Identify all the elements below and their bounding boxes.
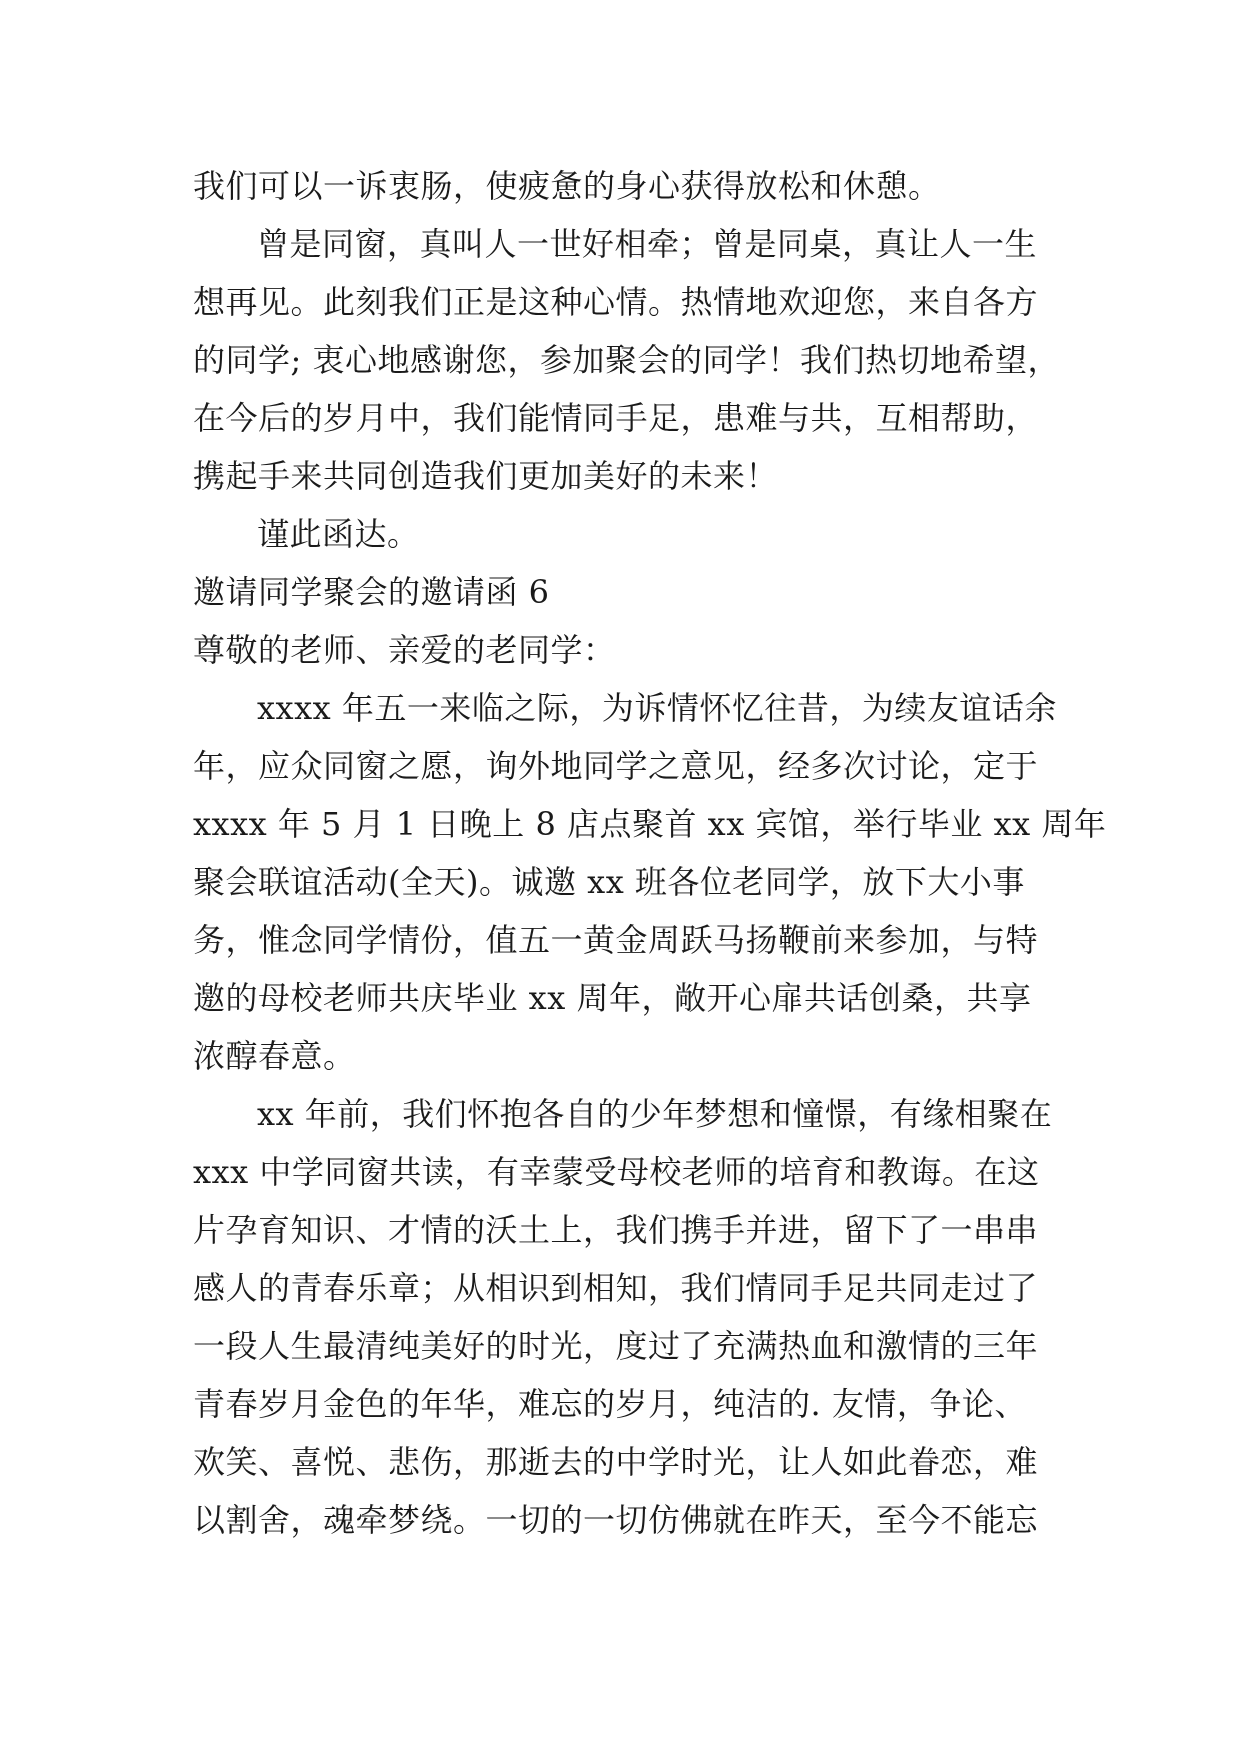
text-line: 聚会联谊活动(全天)。诚邀 xx 班各位老同学，放下大小事	[193, 863, 1025, 901]
text-line: 想再见。此刻我们正是这种心情。热情地欢迎您，来自各方	[193, 283, 1039, 321]
text-line: 我们可以一诉衷肠，使疲惫的身心获得放松和休憩。	[193, 167, 941, 205]
paragraph-first-line: 曾是同窗，真叫人一世好相牵；曾是同桌，真让人一生	[257, 225, 1038, 263]
text-line: 携起手来共同创造我们更加美好的未来！	[193, 457, 779, 495]
text-line: 一段人生最清纯美好的时光，度过了充满热血和激情的三年	[193, 1327, 1039, 1365]
text-line: 青春岁月金色的年华，难忘的岁月，纯洁的. 友情，争论、	[193, 1385, 1027, 1423]
text-line: 务，惟念同学情份，值五一黄金周跃马扬鞭前来参加，与特	[193, 921, 1039, 959]
text-line: 浓醇春意。	[193, 1037, 356, 1075]
text-line: xxx 中学同窗共读，有幸蒙受母校老师的培育和教诲。在这	[193, 1153, 1040, 1191]
text-line: 欢笑、喜悦、悲伤，那逝去的中学时光，让人如此眷恋，难	[193, 1443, 1039, 1481]
text-line: 邀的母校老师共庆毕业 xx 周年，敞开心扉共话创桑，共享	[193, 979, 1032, 1017]
text-line: 年，应众同窗之愿，询外地同学之意见，经多次讨论，定于	[193, 747, 1039, 785]
text-line: xxxx 年 5 月 1 日晚上 8 店点聚首 xx 宾馆，举行毕业 xx 周年	[193, 805, 1107, 843]
closing-line: 谨此函达。	[257, 515, 420, 553]
section-title: 邀请同学聚会的邀请函 6	[193, 573, 550, 611]
text-line: 以割舍，魂牵梦绕。一切的一切仿佛就在昨天，至今不能忘	[193, 1501, 1039, 1539]
text-line: 的同学; 衷心地感谢您，参加聚会的同学！我们热切地希望，	[193, 341, 1060, 379]
text-line: 片孕育知识、才情的沃土上，我们携手并进，留下了一串串	[193, 1211, 1039, 1249]
text-line: 感人的青春乐章；从相识到相知，我们情同手足共同走过了	[193, 1269, 1039, 1307]
paragraph-first-line: xx 年前，我们怀抱各自的少年梦想和憧憬，有缘相聚在	[257, 1095, 1053, 1133]
paragraph-first-line: xxxx 年五一来临之际，为诉情怀忆往昔，为续友谊话余	[257, 689, 1057, 727]
salutation: 尊敬的老师、亲爱的老同学：	[193, 631, 616, 669]
text-line: 在今后的岁月中，我们能情同手足，患难与共，互相帮助，	[193, 399, 1039, 437]
